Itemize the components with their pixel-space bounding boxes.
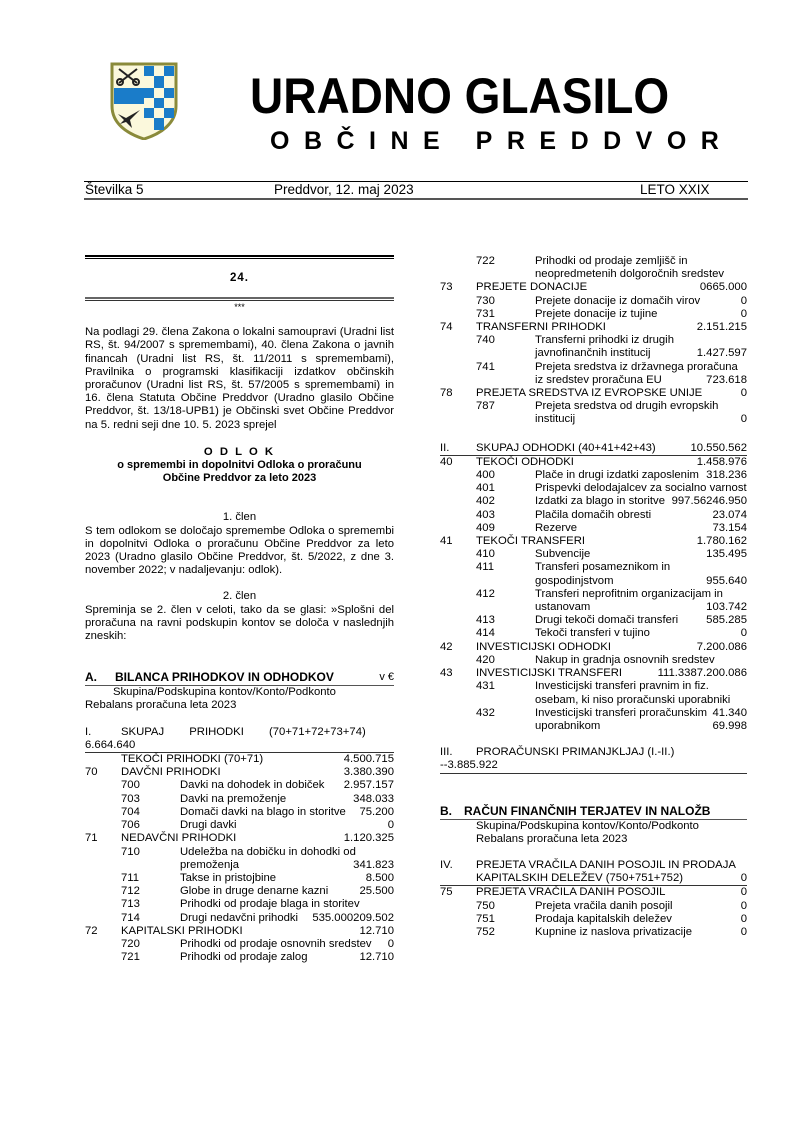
- row-key: 403: [476, 508, 495, 521]
- row-amount: 2.957.157: [343, 779, 394, 792]
- table-row: [440, 913, 747, 926]
- table-row: [440, 308, 747, 321]
- row-label: Izdatki za blago in storitve: [535, 495, 665, 508]
- table-row: [440, 400, 747, 426]
- row-label: Prihodki od prodaje zalog: [180, 951, 308, 964]
- row-label: Drugi davki: [180, 819, 237, 832]
- row-key: 401: [476, 482, 495, 495]
- row-key: 411: [476, 561, 495, 574]
- row-key: III.: [440, 746, 453, 759]
- row-amount: 723.618: [706, 373, 747, 386]
- row-key: 70: [85, 766, 98, 779]
- row-amount: 318.236: [706, 469, 747, 482]
- table-row: [440, 281, 747, 294]
- article-2-title: 2. člen: [222, 590, 257, 603]
- row-amount: 0: [740, 899, 747, 912]
- row-label: Plačila domačih obresti: [535, 508, 652, 521]
- row-label: TRANSFERNI PRIHODKI: [476, 321, 606, 334]
- table-row: [440, 361, 747, 387]
- row-key: 710: [121, 845, 140, 858]
- row-amount: 0: [740, 307, 747, 320]
- row-amount: 1.458.976: [696, 455, 747, 468]
- row-amount: 4.500.715: [343, 753, 394, 766]
- row-label: Davki na dohodek in dobiček: [180, 779, 325, 792]
- row-label: PREJETE DONACIJE: [476, 281, 588, 294]
- table-row: [440, 495, 747, 508]
- row-key: 75: [440, 886, 453, 899]
- row-label: PREJETA SREDSTVA IZ EVROPSKE UNIJE: [476, 387, 703, 400]
- row-amount: 8.500: [365, 871, 394, 884]
- row-key: 713: [121, 898, 140, 911]
- separator-stars: ***: [234, 302, 245, 313]
- row-amount: 0: [740, 872, 747, 885]
- row-amount: 69.998: [712, 719, 747, 732]
- row-amount: 665.000: [706, 281, 747, 294]
- row-key: 72: [85, 924, 98, 937]
- odlok-title: O D L O K: [203, 445, 276, 458]
- volume-year: LETO XXIX: [640, 182, 710, 197]
- row-label: Udeležba na dobičku in dohodki od premoženja: [180, 845, 356, 871]
- row-label: TEKOČI PRIHODKI (70+71): [121, 753, 264, 766]
- row-amount: 10.550.562: [690, 441, 747, 454]
- row-amount: 7.200.086: [696, 667, 747, 680]
- place-date: Preddvor, 12. maj 2023: [274, 182, 414, 197]
- table-row: [85, 872, 394, 885]
- publication-title: URADNO GLASILO: [250, 68, 670, 124]
- table-row: [440, 641, 747, 654]
- row-amount: 0: [740, 294, 747, 307]
- row-key: 706: [121, 819, 140, 832]
- table-row: [440, 548, 747, 561]
- publication-subtitle: OBČINE PREDDVOR: [270, 127, 734, 155]
- row-amount: 0: [740, 912, 747, 925]
- row-label: Prejeta sredstva iz državnega proračuna iz sredstev proračuna EU: [535, 360, 738, 386]
- row-key: 432: [476, 706, 495, 719]
- row-amount: 75.200: [359, 805, 394, 818]
- section-a-letter: A.: [85, 670, 97, 685]
- row-key: 420: [476, 653, 495, 666]
- row-label: PREJETA VRAČILA DANIH POSOJIL: [476, 886, 666, 899]
- row-key: 73: [440, 281, 453, 294]
- row-key: 730: [476, 294, 495, 307]
- row-label: Nakup in gradnja osnovnih sredstev: [535, 653, 715, 666]
- table-row: [85, 819, 394, 832]
- table-row: [440, 886, 747, 899]
- section-a-rows: [85, 753, 394, 964]
- row-key: 731: [476, 307, 495, 320]
- row-key: 413: [476, 614, 495, 627]
- row-label: Prihodki od prodaje blaga in storitev: [180, 898, 360, 911]
- table-row: [440, 456, 747, 469]
- row-label: DAVČNI PRIHODKI: [121, 766, 221, 779]
- row-label: Davki na premoženje: [180, 792, 287, 805]
- row-key: 400: [476, 469, 495, 482]
- row-label: Subvencije: [535, 548, 591, 561]
- row-amount: --3.885.922: [440, 759, 498, 772]
- section-a-colhead-1: Skupina/Podskupina kontov/Konto/Podkonto: [113, 686, 336, 699]
- row-key: II.: [440, 441, 450, 454]
- row-label: Domači davki na blago in storitve: [180, 805, 346, 818]
- row-key: 752: [476, 925, 495, 938]
- row-label: NEDAVČNI PRIHODKI: [121, 832, 237, 845]
- table-row: [440, 535, 747, 548]
- table-row: [85, 846, 394, 872]
- row-key: 43: [440, 667, 453, 680]
- row-key: 741: [476, 360, 495, 373]
- row-amount: 0: [740, 925, 747, 938]
- row-amount: 111.338: [657, 667, 697, 680]
- preamble: Na podlagi 29. člena Zakona o lokalni samoupravi (Uradni list RS, št. 94/2007 s spremembami), 40. člena Zakona o javnih financah (Uradni list RS, št. 11/2011 s spremembami), Pravilnika o programski klasifikaciji izdatkov občinskih proračunov (Uradni list RS, št. 57/2005 s spremembami) in 16. člena Statuta Občine Preddvor (Uradno glasilo Občine Preddvor, št. 13/18-UPB1) je Občinski svet Občine Preddvor na 5. redni seji dne 10. 5. 2023 sprejel: [85, 326, 394, 431]
- row-label: Transferni prihodki iz drugih javnofinančnih institucij: [535, 334, 674, 360]
- row-key: 712: [121, 885, 140, 898]
- table-row: [85, 779, 394, 792]
- row-amount: 348.033: [353, 792, 394, 805]
- row-amount: 73.154: [712, 521, 747, 534]
- odlok-subtitle-1: o spremembi in dopolnitvi Odloka o proračunu: [117, 459, 362, 472]
- row-amount: 46.950: [712, 495, 747, 508]
- deficit-row: [440, 746, 747, 773]
- article-1-title: 1. člen: [222, 511, 257, 524]
- row-label: Rezerve: [535, 521, 578, 534]
- row-label: Plače in drugi izdatki zaposlenim: [535, 469, 699, 482]
- table-row: [85, 806, 394, 819]
- table-row: [440, 627, 747, 640]
- table-row: [85, 793, 394, 806]
- row-amount: 955.640: [706, 574, 747, 587]
- total-expenditure-row: [440, 442, 747, 456]
- divider: [85, 255, 394, 259]
- section-b-rows: [440, 886, 747, 939]
- row-key: 711: [121, 871, 140, 884]
- row-amount: 341.823: [353, 858, 394, 871]
- row-key: 409: [476, 521, 495, 534]
- row-amount: 0: [740, 627, 747, 640]
- table-row: [440, 295, 747, 308]
- row-key: 412: [476, 587, 495, 600]
- row-amount: 103.742: [706, 601, 747, 614]
- row-key: 700: [121, 779, 140, 792]
- row-label: INVESTICIJSKI ODHODKI: [476, 640, 611, 653]
- section-b-letter: B.: [440, 803, 452, 818]
- row-key: 71: [85, 832, 98, 845]
- row-amount: 0: [740, 387, 747, 400]
- section-a-colhead-2: Rebalans proračuna leta 2023: [85, 699, 237, 712]
- section-b-total-row: [440, 859, 747, 886]
- table-row: [440, 509, 747, 522]
- row-amount: 1.780.162: [696, 535, 747, 548]
- row-key: 714: [121, 911, 140, 924]
- revenue-rows-continued: [440, 255, 747, 427]
- row-label: Drugi tekoči domači transferi: [535, 614, 679, 627]
- row-label: INVESTICIJSKI TRANSFERI: [476, 667, 623, 680]
- odlok-subtitle-2: Občine Preddvor za leto 2023: [162, 472, 317, 485]
- row-key: 40: [440, 455, 453, 468]
- right-column: [440, 255, 747, 939]
- table-row: [440, 334, 747, 360]
- table-row: [440, 387, 747, 400]
- row-amount: 135.495: [706, 548, 747, 561]
- article-2-text: Spreminja se 2. člen v celoti, tako da se glasi: »Splošni del proračuna na ravni podskupin kontov se določa v naslednjih zneskih:: [85, 603, 394, 643]
- section-a-heading: [85, 670, 394, 686]
- row-key: 721: [121, 951, 140, 964]
- row-key: 74: [440, 321, 453, 334]
- row-key: IV.: [440, 858, 453, 871]
- row-amount: 23.074: [712, 508, 747, 521]
- table-row: [85, 766, 394, 779]
- row-label: TEKOČI TRANSFERI: [476, 535, 586, 548]
- row-label: Prejete donacije iz domačih virov: [535, 294, 701, 307]
- row-key: 402: [476, 495, 495, 508]
- row-label: Investicijski transferi proračunskim uporabnikom: [535, 706, 708, 732]
- row-amount: 6.664.640: [85, 738, 136, 751]
- row-label: Transferi neprofitnim organizacijam in ustanovam: [535, 587, 723, 614]
- coat-of-arms-icon: [110, 62, 178, 140]
- row-key: 740: [476, 334, 495, 347]
- table-row: [440, 614, 747, 627]
- row-amount: 1.120.325: [343, 832, 394, 845]
- masthead-rule-bottom: [84, 198, 748, 200]
- row-label: PRORAČUNSKI PRIMANJKLJAJ (I.-II.): [476, 746, 675, 759]
- row-amount: 41.340: [712, 706, 747, 719]
- row-key: 414: [476, 627, 495, 640]
- row-key: 703: [121, 792, 140, 805]
- row-amount: 1.427.597: [696, 347, 747, 360]
- row-label: Transferi posameznikom in gospodinjstvom: [535, 561, 671, 587]
- row-amount: 535.000: [312, 911, 354, 924]
- row-label: Prejeta vračila danih posojil: [535, 899, 673, 912]
- row-label: Prejeta sredstva od drugih evropskih institucij: [535, 400, 719, 426]
- row-key: 42: [440, 640, 453, 653]
- table-row: [440, 707, 747, 733]
- article-1-text: S tem odlokom se določajo spremembe Odloka o spremembi in dopolnitvi Odloka o proračunu Občine Preddvor za leto 2023 (Uradno glasilo Občine Preddvor, št. 5/2022, z dne 3. november 2022; v nadaljevanju: odlok).: [85, 524, 394, 577]
- table-row: [85, 832, 394, 845]
- table-row: [440, 926, 747, 939]
- row-label: Globe in druge denarne kazni: [180, 885, 329, 898]
- row-amount: 25.500: [359, 885, 394, 898]
- row-label: PREJETA VRAČILA DANIH POSOJIL IN PRODAJA KAPITALSKIH DELEŽEV (750+751+752): [476, 858, 736, 885]
- row-label: Investicijski transferi pravnim in fiz. osebam, ki niso proračunski uporabniki: [535, 680, 731, 706]
- row-label: Takse in pristojbine: [180, 871, 277, 884]
- table-row: [440, 561, 747, 587]
- row-label: Prejete donacije iz tujine: [535, 307, 658, 320]
- total-revenue-row: [85, 726, 394, 753]
- row-key: 750: [476, 899, 495, 912]
- issue-number: Številka 5: [85, 182, 144, 197]
- section-b-title: RAČUN FINANČNIH TERJATEV IN NALOŽB: [464, 803, 711, 818]
- table-row: [85, 885, 394, 898]
- section-a-title: BILANCA PRIHODKOV IN ODHODKOV: [115, 670, 334, 685]
- row-label: TEKOČI ODHODKI: [476, 455, 574, 468]
- row-key: 751: [476, 912, 495, 925]
- row-amount: 0: [740, 413, 747, 426]
- row-label: Drugi nedavčni prihodki: [180, 911, 299, 924]
- row-label: SKUPAJ PRIHODKI (70+71+72+73+74): [121, 725, 366, 738]
- expenditure-rows: [440, 456, 747, 733]
- row-label: Tekoči transferi v tujino: [535, 627, 650, 640]
- row-label: Prihodki od prodaje zemljišč in neopredmetenih dolgoročnih sredstev: [535, 255, 725, 281]
- row-key: 704: [121, 805, 140, 818]
- row-key: I.: [85, 725, 92, 738]
- row-key: 787: [476, 400, 495, 413]
- row-amount: 997.562: [671, 495, 713, 508]
- row-amount: 12.710: [359, 951, 394, 964]
- row-amount: 0: [699, 281, 707, 294]
- table-row: [440, 469, 747, 482]
- section-b-heading: [440, 804, 747, 820]
- row-label: Prodaja kapitalskih deležev: [535, 912, 672, 925]
- row-amount: 0: [740, 886, 747, 899]
- row-key: 431: [476, 680, 495, 693]
- table-row: [85, 938, 394, 951]
- row-label: Prispevki delodajalcev za socialno varnost: [535, 482, 747, 495]
- row-key: 410: [476, 548, 495, 561]
- table-row: [440, 667, 747, 680]
- currency-unit: v €: [379, 671, 394, 684]
- row-key: 722: [476, 255, 495, 267]
- row-amount: 0: [387, 819, 394, 832]
- table-row: [440, 321, 747, 334]
- row-key: 41: [440, 535, 453, 548]
- table-row: [440, 588, 747, 614]
- divider: [85, 297, 394, 301]
- row-amount: 3.380.390: [343, 766, 394, 779]
- row-amount: 585.285: [706, 614, 747, 627]
- table-row: [440, 522, 747, 535]
- table-row: [440, 900, 747, 913]
- table-row: [85, 753, 394, 766]
- table-row: [85, 925, 394, 938]
- row-label: Kupnine iz naslova privatizacije: [535, 925, 692, 938]
- row-label: SKUPAJ ODHODKI (40+41+42+43): [476, 441, 656, 454]
- left-column: [85, 255, 394, 964]
- row-label: KAPITALSKI PRIHODKI: [121, 924, 243, 937]
- row-amount: 0: [387, 937, 394, 950]
- document-number: 24.: [230, 272, 249, 284]
- section-b-colhead-1: Skupina/Podskupina kontov/Konto/Podkonto: [476, 819, 699, 832]
- row-amount: 209.502: [353, 911, 394, 924]
- row-key: 78: [440, 387, 453, 400]
- row-amount: 7.200.086: [696, 640, 747, 653]
- row-label: Prihodki od prodaje osnovnih sredstev: [180, 937, 372, 950]
- table-row: [85, 912, 394, 925]
- row-key: 720: [121, 937, 140, 950]
- table-row: [85, 951, 394, 964]
- row-amount: 12.710: [359, 924, 394, 937]
- row-amount: 2.151.215: [696, 321, 747, 334]
- section-b-colhead-2: Rebalans proračuna leta 2023: [476, 832, 628, 845]
